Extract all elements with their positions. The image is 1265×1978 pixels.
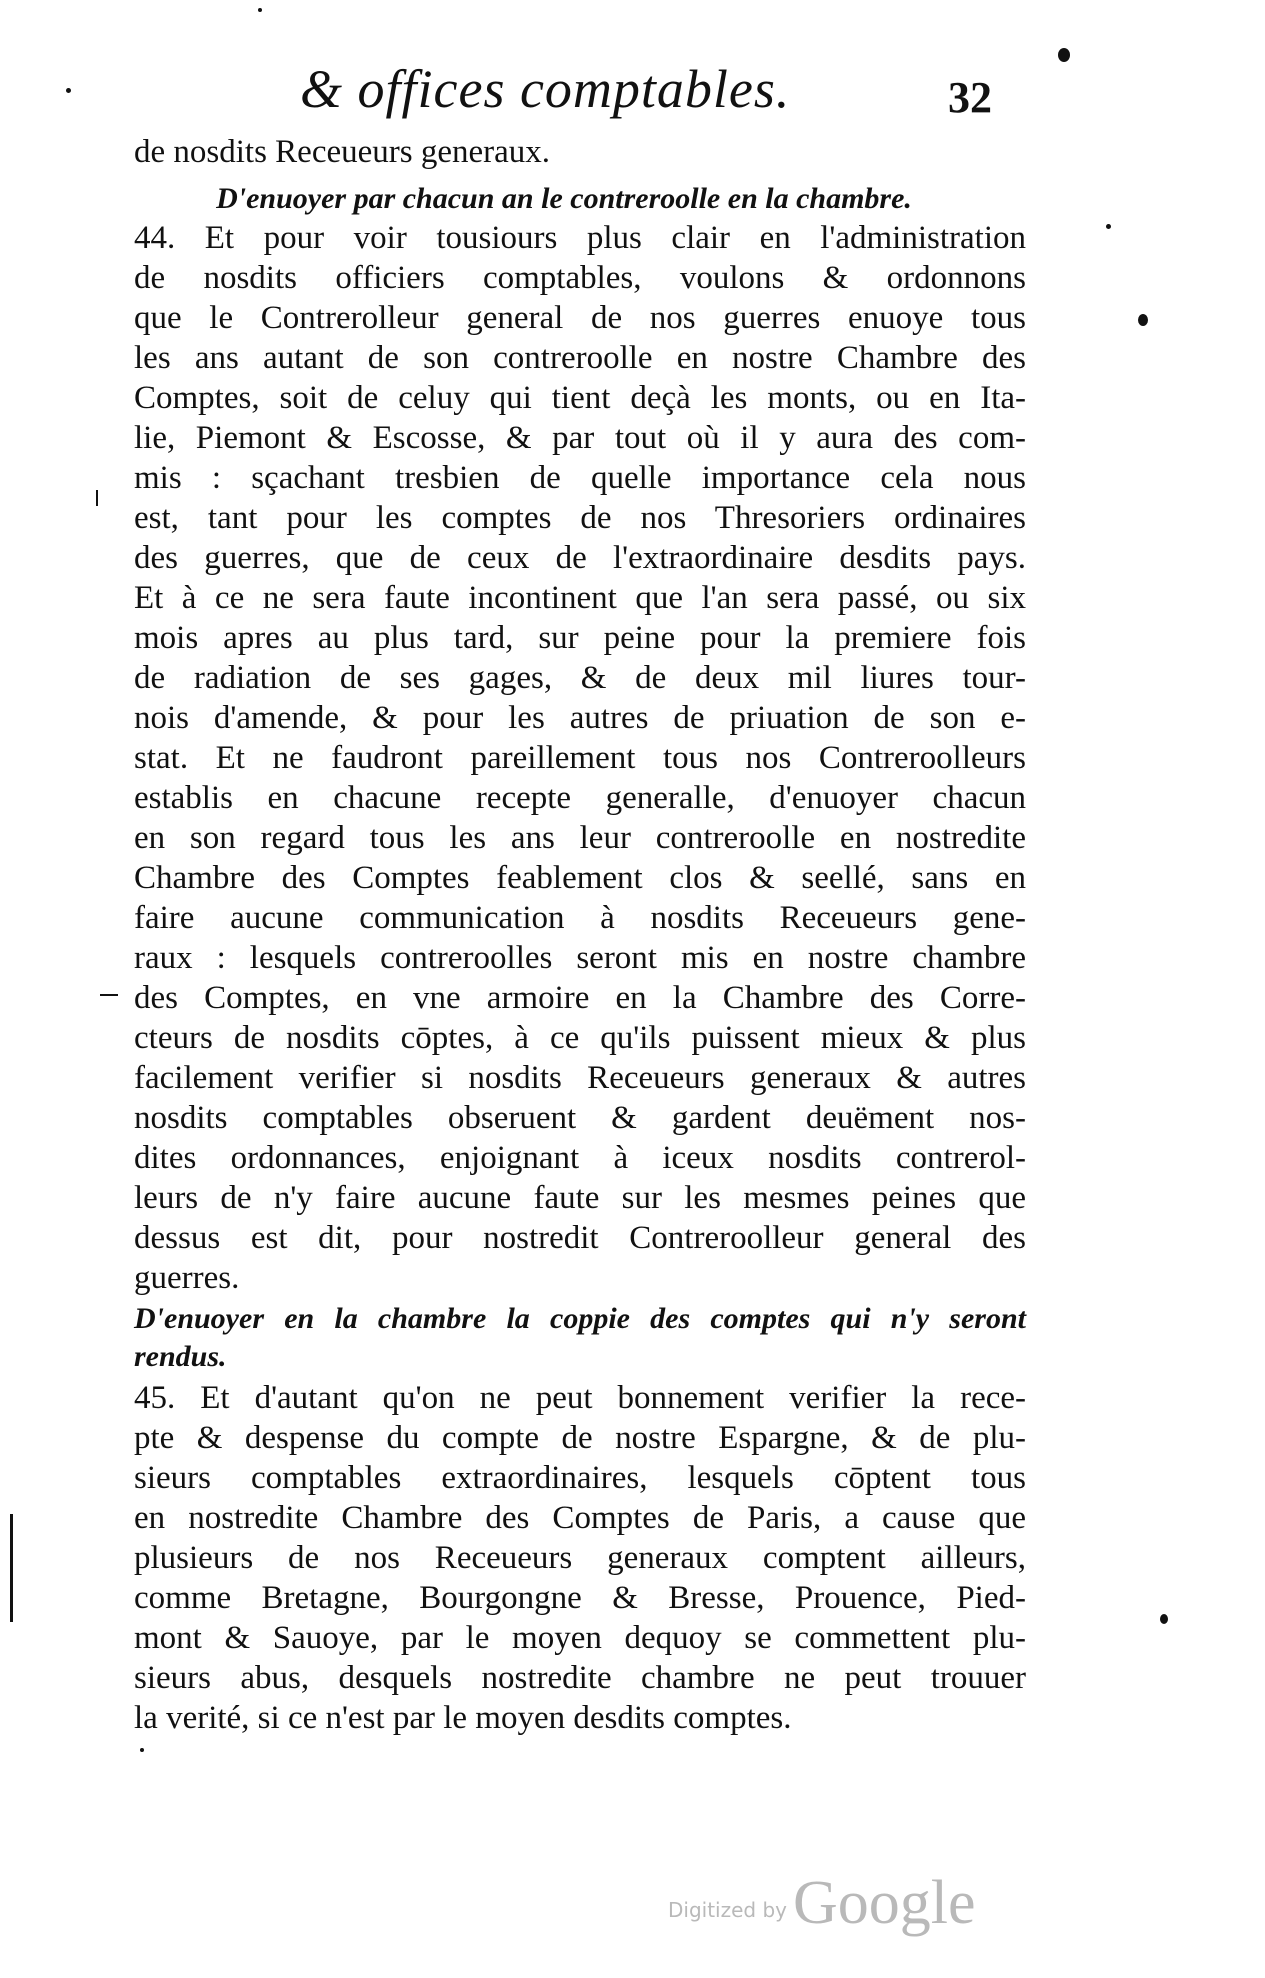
text-line: des Comptes, en vne armoire en la Chambre des Corre-	[134, 980, 1026, 1016]
text-line: Comptes, soit de celuy qui tient deçà les monts, ou en Ita-	[134, 380, 1026, 416]
scan-speck	[1058, 48, 1070, 62]
text-line: faire aucune communication à nosdits Receueurs gene-	[134, 900, 1026, 936]
text-line: est, tant pour les comptes de nos Thresoriers ordinaires	[134, 500, 1026, 536]
text-line: de nosdits officiers comptables, voulons & ordonnons	[134, 260, 1026, 296]
text-line: en son regard tous les ans leur contreroolle en nostredite	[134, 820, 1026, 856]
paragraph-45	[134, 1378, 1026, 1738]
text-line: sieurs abus, desquels nostredite chambre ne peut trouuer	[134, 1660, 1026, 1696]
google-logo: Google	[793, 1869, 976, 1937]
text-line: comme Bretagne, Bourgongne & Bresse, Prouence, Pied-	[134, 1580, 1026, 1616]
text-line: 45. Et d'autant qu'on ne peut bonnement verifier la rece-	[134, 1380, 1026, 1416]
scan-tick-mark	[96, 490, 98, 506]
scan-speck	[1160, 1614, 1168, 1624]
section-heading-44: D'enuoyer par chacun an le contreroolle en la chambre.	[216, 182, 912, 215]
text-line: leurs de n'y faire aucune faute sur les mesmes peines que	[134, 1180, 1026, 1216]
text-line: facilement verifier si nosdits Receueurs generaux & autres	[134, 1060, 1026, 1096]
text-line: 44. Et pour voir tousiours plus clair en l'administration	[134, 220, 1026, 256]
text-line: cteurs de nosdits cōptes, à ce qu'ils puissent mieux & plus	[134, 1020, 1026, 1056]
text-line: en nostredite Chambre des Comptes de Paris, a cause que	[134, 1500, 1026, 1536]
scan-speck	[66, 88, 71, 93]
text-line: sieurs comptables extraordinaires, lesquels cōptent tous	[134, 1460, 1026, 1496]
digitized-label: Digitized by	[668, 1898, 787, 1922]
intro-block	[134, 132, 1026, 172]
text-line: guerres.	[134, 1260, 240, 1296]
scan-dash-mark	[100, 994, 118, 996]
scan-edge-mark	[10, 1514, 13, 1622]
heading-45-block	[134, 1300, 1026, 1376]
section-heading-45: D'enuoyer en la chambre la coppie des comptes qui n'y seront	[134, 1302, 1026, 1335]
text-line: mis : sçachant tresbien de quelle importance cela nous	[134, 460, 1026, 496]
text-line: nois d'amende, & pour les autres de priuation de son e-	[134, 700, 1026, 736]
text-line: dites ordonnances, enjoignant à iceux nosdits contrerol-	[134, 1140, 1026, 1176]
scan-speck	[1138, 314, 1148, 326]
digitized-watermark	[668, 1868, 976, 1939]
text-line: establis en chacune recepte generalle, d'enuoyer chacun	[134, 780, 1026, 816]
text-line: Chambre des Comptes feablement clos & seellé, sans en	[134, 860, 1026, 896]
section-heading-45-cont: rendus.	[134, 1340, 227, 1373]
text-line: de radiation de ses gages, & de deux mil liures tour-	[134, 660, 1026, 696]
paragraph-44	[134, 218, 1026, 1298]
scan-speck	[1106, 224, 1111, 229]
text-line: les ans autant de son contreroolle en nostre Chambre des	[134, 340, 1026, 376]
text-line: nosdits comptables obseruent & gardent deuëment nos-	[134, 1100, 1026, 1136]
text-line: mois apres au plus tard, sur peine pour la premiere fois	[134, 620, 1026, 656]
text-line: mont & Sauoye, par le moyen dequoy se commettent plu-	[134, 1620, 1026, 1656]
heading-44-block	[184, 180, 944, 218]
text-line: dessus est dit, pour nostredit Contreroolleur general des	[134, 1220, 1026, 1256]
text-line: des guerres, que de ceux de l'extraordinaire desdits pays.	[134, 540, 1026, 576]
text-line: Et à ce ne sera faute incontinent que l'an sera passé, ou six	[134, 580, 1026, 616]
running-head: & offices comptables.	[300, 59, 791, 119]
text-line: la verité, si ce n'est par le moyen desdits comptes.	[134, 1700, 792, 1736]
scan-speck	[140, 1748, 144, 1752]
page-number: 32	[948, 73, 992, 122]
text-line: stat. Et ne faudront pareillement tous nos Contreroolleurs	[134, 740, 1026, 776]
intro-line: de nosdits Receueurs generaux.	[134, 134, 551, 170]
text-line: lie, Piemont & Escosse, & par tout où il y aura des com-	[134, 420, 1026, 456]
text-line: raux : lesquels contreroolles seront mis en nostre chambre	[134, 940, 1026, 976]
text-line: que le Contrerolleur general de nos guerres enuoye tous	[134, 300, 1026, 336]
scan-speck	[258, 8, 262, 12]
text-line: plusieurs de nos Receueurs generaux comptent ailleurs,	[134, 1540, 1026, 1576]
text-line: pte & despense du compte de nostre Espargne, & de plu-	[134, 1420, 1026, 1456]
